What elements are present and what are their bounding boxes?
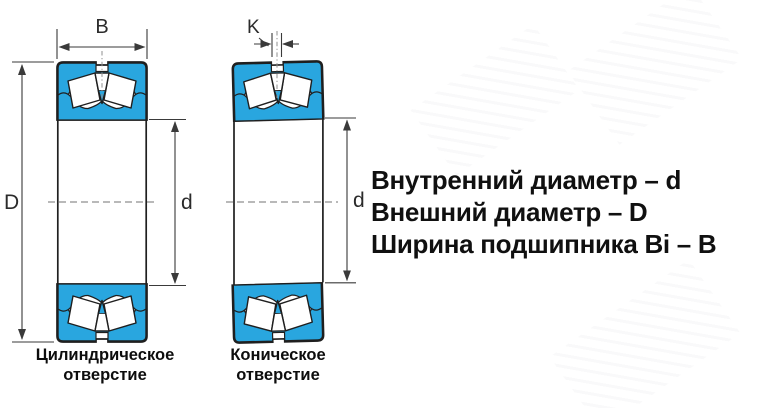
legend-bearing-width: Ширина подшипника Bi – B bbox=[371, 229, 717, 259]
left-bearing-bottom-section bbox=[57, 284, 147, 342]
dim-label-K: K bbox=[247, 17, 260, 38]
dim-label-D: D bbox=[4, 191, 20, 214]
dim-label-B: B bbox=[95, 16, 109, 38]
right-bearing-top-section bbox=[232, 61, 323, 121]
legend-text bbox=[371, 164, 762, 260]
caption-cylindrical-bore bbox=[15, 345, 195, 385]
dimension-d-right bbox=[325, 118, 356, 283]
legend-inner-diameter: Внутренний диаметр – d bbox=[371, 165, 682, 195]
dim-label-d-left: d bbox=[181, 191, 193, 214]
caption-conical-line1: Коническое bbox=[230, 346, 326, 364]
caption-conical-bore bbox=[188, 345, 368, 385]
caption-cylindrical-line1: Цилиндрическое bbox=[35, 346, 175, 364]
left-bearing-drawing bbox=[48, 51, 158, 342]
right-bearing-drawing bbox=[226, 31, 338, 343]
dim-label-d-right: d bbox=[353, 189, 365, 212]
caption-conical-line2: отверстие bbox=[236, 366, 320, 384]
right-bearing-bottom-section bbox=[232, 283, 323, 343]
legend-outer-diameter: Внешний диаметр – D bbox=[371, 197, 648, 227]
caption-cylindrical-line2: отверстие bbox=[63, 366, 147, 384]
